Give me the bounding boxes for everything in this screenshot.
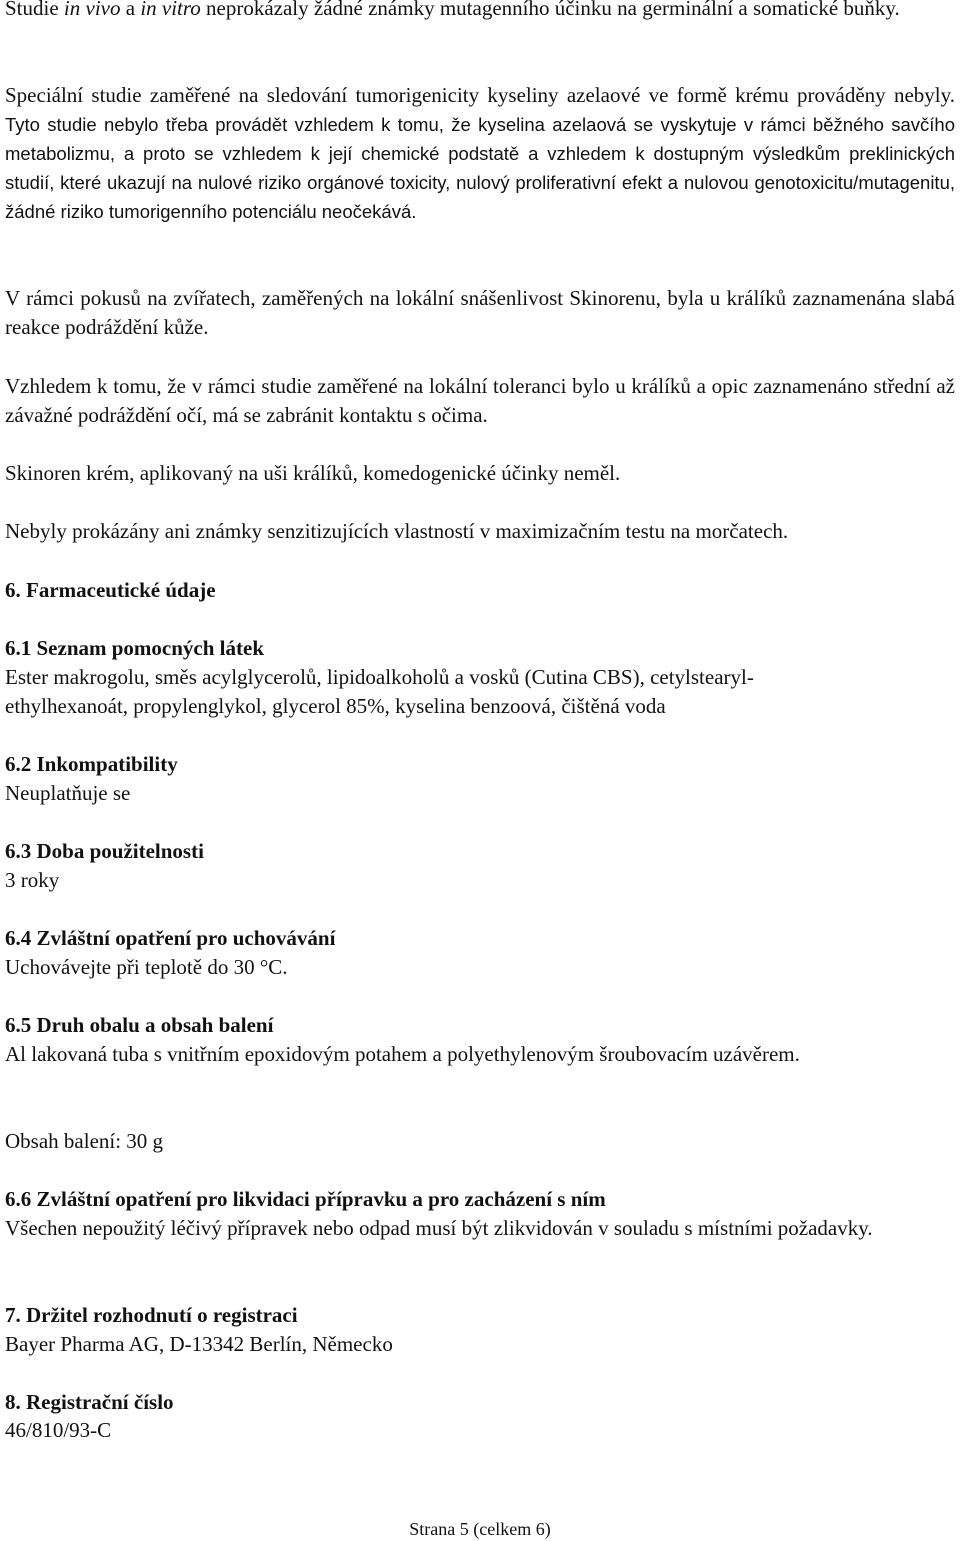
excipients-line-1: Ester makrogolu, směs acylglycerolů, lipidoalkoholů a vosků (Cutina CBS), cetylstearyl-	[5, 665, 754, 689]
section-7-heading: 7. Držitel rozhodnutí o registraci	[5, 1303, 298, 1327]
comedogenicity-paragraph: Skinoren krém, aplikovaný na uši králíků, komedogenické účinky neměl.	[5, 461, 621, 485]
section-6-4-heading: 6.4 Zvláštní opatření pro uchovávání	[5, 926, 336, 950]
section-6-3-heading: 6.3 Doba použitelnosti	[5, 839, 204, 863]
eye-irritation-paragraph: Vzhledem k tomu, že v rámci studie zaměřené na lokální toleranci bylo u králíků a opic zaznamenáno střední až závažné podráždění očí, má se zabránit kontaktu s očima.	[5, 374, 955, 427]
pack-size-text: Obsah balení: 30 g	[5, 1129, 164, 1153]
section-6-heading: 6. Farmaceutické údaje	[5, 578, 216, 602]
shelf-life-text: 3 roky	[5, 868, 60, 892]
section-6-1-heading: 6.1 Seznam pomocných látek	[5, 636, 264, 660]
local-tolerance-paragraph: V rámci pokusů na zvířatech, zaměřených na lokální snášenlivost Skinorenu, byla u králíků zaznamenána slabá reakce podráždění kůže.	[5, 286, 955, 339]
tumorigenicity-paragraph: Speciální studie zaměřené na sledování tumorigenicity kyseliny azelaové ve formě krému prováděny nebyly. Tyto studie nebylo třeba provádět vzhledem k tomu, že kyselina azelaová se vyskytuje v rámci běžného savčího metabolizmu, a proto se vzhledem k její chemické podstatě a vzhledem k dostupným výsledkům preklinických studií, které ukazují na nulové riziko orgánové toxicity, nulový proliferativní efekt a nulovou genotoxicitu/mutagenitu, žádné riziko tumorigenního potenciálu neočekává.	[5, 83, 955, 222]
registration-number-text: 46/810/93-C	[5, 1418, 112, 1442]
section-8-heading: 8. Registrační číslo	[5, 1390, 174, 1414]
section-6-6-heading: 6.6 Zvláštní opatření pro likvidaci přípravku a pro zacházení s ním	[5, 1187, 606, 1211]
section-6-2-heading: 6.2 Inkompatibility	[5, 752, 178, 776]
mutagenicity-paragraph: Studie in vivo a in vitro neprokázaly žádné známky mutagenního účinku na germinální a somatické buňky.	[5, 0, 900, 20]
container-text: Al lakovaná tuba s vnitřním epoxidovým potahem a polyethylenovým šroubovacím uzávěrem.	[5, 1042, 800, 1066]
excipients-line-2: ethylhexanoát, propylenglykol, glycerol 85%, kyselina benzoová, čištěná voda	[5, 694, 666, 718]
sensitization-paragraph: Nebyly prokázány ani známky senzitizujících vlastností v maximizačním testu na morčatech.	[5, 519, 789, 543]
storage-text: Uchovávejte při teplotě do 30 °C.	[5, 955, 288, 979]
disposal-text: Všechen nepoužitý léčivý přípravek nebo odpad musí být zlikvidován v souladu s místními požadavky.	[5, 1216, 873, 1240]
marketing-holder-text: Bayer Pharma AG, D-13342 Berlín, Německo	[5, 1332, 393, 1356]
section-6-5-heading: 6.5 Druh obalu a obsah balení	[5, 1013, 274, 1037]
page-footer: Strana 5 (celkem 6)	[409, 1519, 551, 1539]
incompatibilities-text: Neuplatňuje se	[5, 781, 131, 805]
